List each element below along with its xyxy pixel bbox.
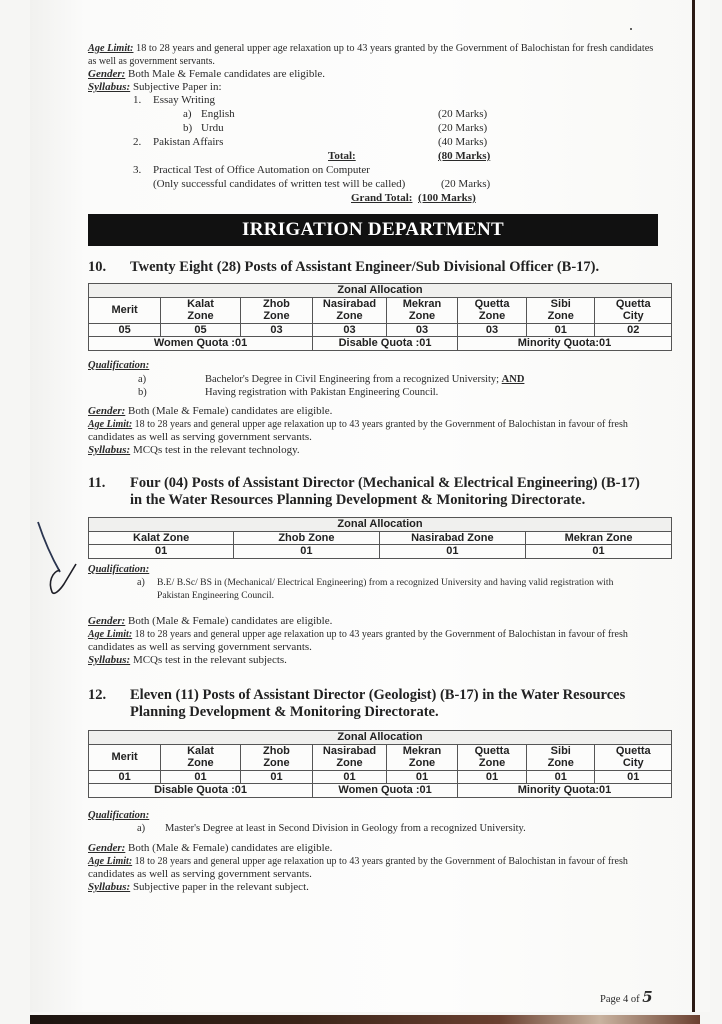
table-quota-row (89, 337, 672, 351)
gender-line: Gender: Both (Male & Female) candidates are eligible. (88, 405, 333, 417)
col-header: Merit (89, 744, 161, 770)
post-title-text: Twenty Eight (28) Posts of Assistant Engineer/Sub Divisional Officer (B-17). (130, 259, 600, 275)
cell-zhob: 03 (240, 323, 312, 337)
qualification-text: Having registration with Pakistan Engineering Council. (205, 387, 439, 398)
col-header: Mekran Zone (386, 297, 457, 323)
cell-quetta-city: 01 (595, 770, 672, 784)
col-header: Sibi Zone (527, 744, 595, 770)
col-header: Nasirabad Zone (313, 744, 387, 770)
col-header: Quetta City (595, 744, 672, 770)
qualification-key: b) (138, 387, 147, 398)
qualification-key: a) (138, 374, 147, 385)
gender-line: Gender: Both (Male & Female) candidates are eligible. (88, 842, 333, 854)
col-header: Quetta Zone (458, 744, 527, 770)
col-header: Mekran Zone (386, 744, 457, 770)
age-limit-cont: as well as government servants. (88, 56, 215, 67)
cell-mekran: 01 (386, 770, 457, 784)
handwritten-tick-icon (30, 520, 80, 600)
table-values-row (89, 770, 672, 784)
quota-cell: Disable Quota :01 (313, 337, 458, 351)
page-edge-shadow (692, 0, 695, 1012)
col-header: Sibi Zone (527, 297, 595, 323)
post-title-text: Four (04) Posts of Assistant Director (Mechanical & Electrical Engineering) (B-17) in the Water Resources Planning Development & Monitoring Directorate. (130, 475, 640, 508)
gender-label: Gender: (88, 68, 126, 80)
syllabus-label: Syllabus: (88, 81, 131, 93)
syllabus-line: Syllabus: MCQs test in the relevant subjects. (88, 654, 287, 666)
cell-zhob: 01 (234, 545, 379, 559)
col-header: Zhob Zone (240, 744, 312, 770)
syllabus-line: Syllabus: MCQs test in the relevant technology. (88, 444, 300, 456)
qualification-key: a) (137, 823, 146, 834)
col-header: Quetta Zone (458, 297, 527, 323)
age-limit-cont: candidates as well as serving government servants. (88, 641, 312, 653)
cell-quetta-zone: 01 (458, 770, 527, 784)
col-header: Kalat Zone (161, 744, 241, 770)
col-header: Zhob Zone (234, 531, 379, 545)
handwritten-page-total: 5 (642, 988, 653, 1006)
syllabus-line: Syllabus: Subjective Paper in: (88, 81, 222, 93)
cell-merit: 01 (89, 770, 161, 784)
qualification-label: Qualification: (88, 810, 150, 821)
age-limit-cont: candidates as well as serving government servants. (88, 431, 312, 443)
total-row: Total: (80 Marks) (328, 150, 491, 162)
post-10-eligibility (88, 405, 678, 457)
age-limit-cont: candidates as well as serving government servants. (88, 868, 312, 880)
cell-quetta-city: 02 (595, 323, 672, 337)
qualification-label: Qualification: (88, 564, 150, 575)
gender-line: Gender: Both (Male & Female) candidates are eligible. (88, 615, 333, 627)
age-limit-line: Age Limit: 18 to 28 years and general upper age relaxation up to 43 years granted by the Government of Balochistan for fresh candidates (88, 43, 654, 54)
post-11-zonal-table (88, 517, 672, 559)
qualification-text: Master's Degree at least in Second Division in Geology from a recognized University. (165, 823, 526, 834)
cell-kalat: 01 (89, 545, 234, 559)
col-header: Quetta City (595, 297, 672, 323)
post-number: 10. (88, 259, 107, 275)
cell-quetta-zone: 03 (458, 323, 527, 337)
cell-merit: 05 (89, 323, 161, 337)
age-limit-line: Age Limit: 18 to 28 years and general upper age relaxation up to 43 years granted by the Government of Balochistan in favour of fresh (88, 856, 628, 867)
cell-zhob: 01 (240, 770, 312, 784)
age-limit-line: Age Limit: 18 to 28 years and general upper age relaxation up to 43 years granted by the Government of Balochistan in favour of fresh (88, 419, 628, 430)
post-12-eligibility (88, 842, 678, 894)
scan-bottom-edge (30, 1015, 700, 1024)
practical-test-row: 3. Practical Test of Office Automation on Computer (133, 164, 370, 176)
post-number: 11. (88, 475, 106, 491)
qualification-label: Qualification: (88, 360, 150, 371)
quota-cell: Women Quota :01 (89, 337, 313, 351)
qualification-text: B.E/ B.Sc/ BS in (Mechanical/ Electrical Engineering) from a recognized University and having valid registration with Pakistan Engineering Council. (157, 577, 614, 601)
grand-total-row: Grand Total: (100 Marks) (351, 192, 476, 204)
post-11-eligibility (88, 615, 678, 667)
cell-mekran: 01 (526, 545, 672, 559)
syllabus-item: a) English (20 Marks) (183, 108, 488, 120)
previous-post-details (88, 42, 678, 206)
table-caption: Zonal Allocation (89, 518, 672, 532)
table-caption: Zonal Allocation (89, 284, 672, 298)
practical-note-row: (Only successful candidates of written test will be called) (20 Marks) (153, 178, 491, 190)
post-10-zonal-table (88, 283, 672, 351)
table-values-row (89, 545, 672, 559)
col-header: Kalat Zone (89, 531, 234, 545)
table-header-row (89, 297, 672, 323)
post-12-zonal-table (88, 730, 672, 798)
table-caption: Zonal Allocation (89, 731, 672, 745)
syllabus-item: b) Urdu (20 Marks) (183, 122, 488, 134)
qualification-key: a) (137, 577, 145, 588)
age-limit-line: Age Limit: 18 to 28 years and general upper age relaxation up to 43 years granted by the Government of Balochistan in favour of fresh (88, 629, 628, 640)
col-header: Nasirabad Zone (379, 531, 526, 545)
gender-line: Gender: Both Male & Female candidates are eligible. (88, 68, 326, 80)
col-header: Zhob Zone (240, 297, 312, 323)
syllabus-item: 1. Essay Writing (133, 94, 215, 106)
col-header: Kalat Zone (161, 297, 241, 323)
quota-cell: Women Quota :01 (313, 784, 458, 798)
cell-nasirabad: 03 (313, 323, 387, 337)
cell-nasirabad: 01 (379, 545, 526, 559)
cell-kalat: 05 (161, 323, 241, 337)
table-quota-row (89, 784, 672, 798)
cell-nasirabad: 01 (313, 770, 387, 784)
cell-kalat: 01 (161, 770, 241, 784)
table-header-row (89, 744, 672, 770)
scan-speck (630, 28, 632, 30)
department-heading: IRRIGATION DEPARTMENT (88, 214, 658, 246)
post-title-text: Eleven (11) Posts of Assistant Director (Geologist) (B-17) in the Water Resources Planning Development & Monitoring Directorate. (130, 687, 626, 720)
post-number: 12. (88, 687, 107, 703)
syllabus-line: Syllabus: Subjective paper in the relevant subject. (88, 881, 309, 893)
table-values-row (89, 323, 672, 337)
quota-cell: Disable Quota :01 (89, 784, 313, 798)
cell-sibi: 01 (527, 323, 595, 337)
quota-cell: Minority Quota:01 (458, 784, 672, 798)
age-limit-label: Age Limit: (88, 43, 134, 54)
page-number: Page 4 of 5 (600, 988, 653, 1006)
qualification-text: Bachelor's Degree in Civil Engineering from a recognized University; AND (205, 374, 525, 385)
col-header: Mekran Zone (526, 531, 672, 545)
cell-sibi: 01 (527, 770, 595, 784)
col-header: Nasirabad Zone (313, 297, 387, 323)
table-header-row (89, 531, 672, 545)
syllabus-item: 2. Pakistan Affairs (40 Marks) (133, 136, 488, 148)
quota-cell: Minority Quota:01 (458, 337, 672, 351)
cell-mekran: 03 (386, 323, 457, 337)
col-header: Merit (89, 297, 161, 323)
